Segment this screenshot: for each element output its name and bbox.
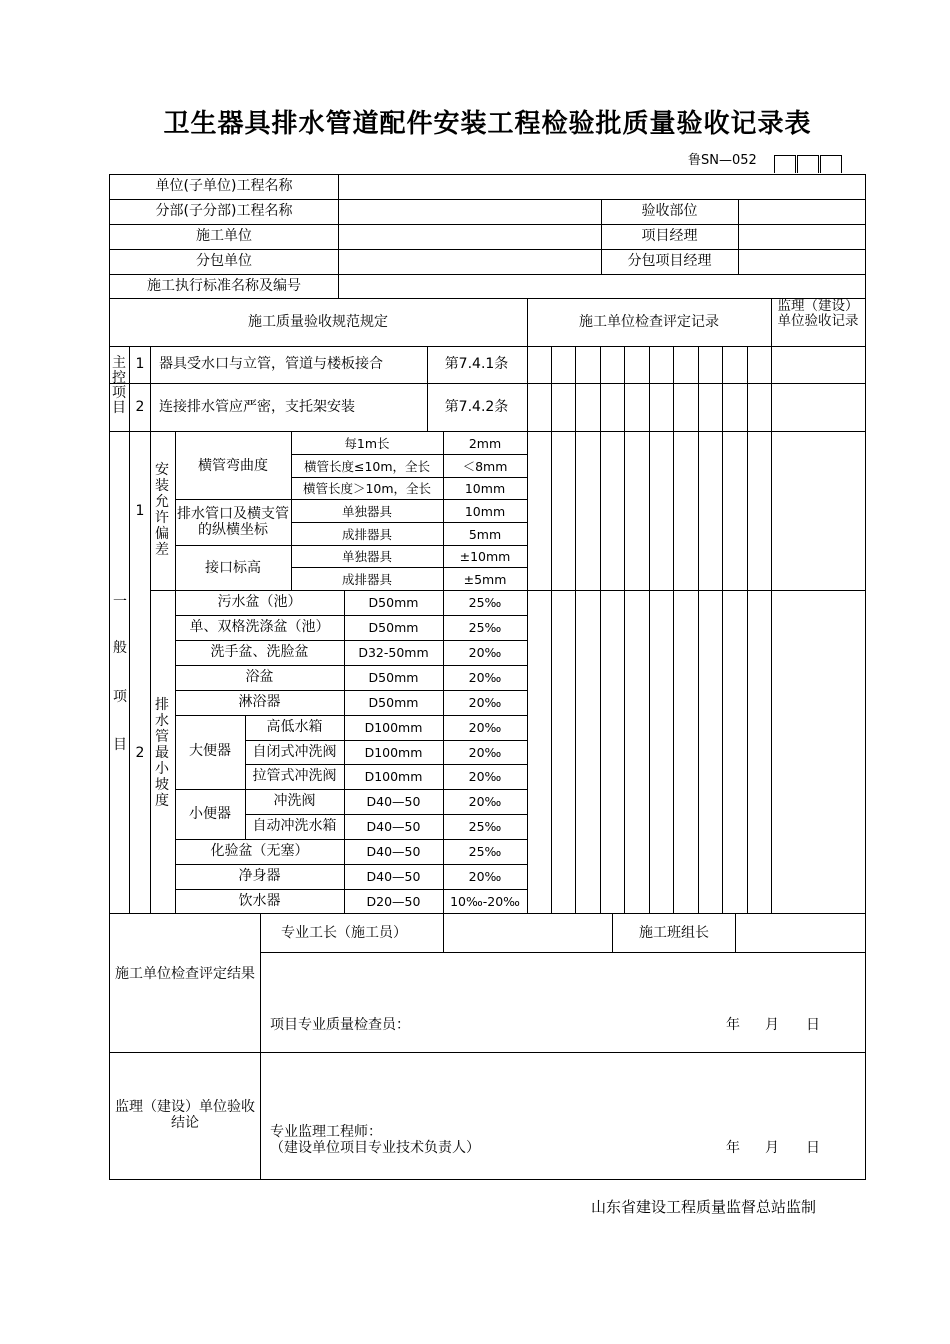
slope-value: 20‰ <box>468 769 502 784</box>
grid-line <box>175 690 528 691</box>
grid-line <box>771 298 772 914</box>
tolerance-value: ±5mm <box>463 572 507 587</box>
date-year: 年 <box>726 1017 740 1033</box>
slope-item: 自闭式冲洗阀 <box>252 744 337 760</box>
grid-line <box>245 764 528 765</box>
grid-line <box>175 839 528 840</box>
slope-item: 洗手盆、洗脸盆 <box>210 644 309 660</box>
slope-diameter: D20—50 <box>366 894 421 909</box>
grid-line <box>260 952 866 953</box>
date-day: 日 <box>806 1140 820 1156</box>
main-item-desc: 器具受水口与立管，管道与楼板接合 <box>159 356 383 372</box>
grid-line <box>245 740 528 741</box>
slope-diameter: D100mm <box>364 769 423 784</box>
tolerance-value: 2mm <box>468 436 502 451</box>
date-year: 年 <box>726 1140 740 1156</box>
general-label-char: 目 <box>113 737 127 753</box>
label-project-manager: 项目经理 <box>641 228 698 244</box>
date-month: 月 <box>765 1017 779 1033</box>
date-day: 日 <box>806 1017 820 1033</box>
grid-line <box>291 567 528 568</box>
slope-diameter: D40—50 <box>366 819 421 834</box>
slope-item: 冲洗阀 <box>273 793 316 809</box>
grid-line <box>109 298 866 299</box>
grid-line <box>150 590 866 591</box>
tolerance-value: 5mm <box>468 527 502 542</box>
grid-line <box>175 715 528 716</box>
grid-line <box>260 913 261 1180</box>
grid-line <box>175 665 528 666</box>
inspector-label: 项目专业质量检查员： <box>270 1017 410 1033</box>
label-acceptance-part: 验收部位 <box>641 203 698 219</box>
tolerance-value: 10mm <box>464 504 506 519</box>
label-construction-unit: 施工单位 <box>196 228 252 244</box>
grid-line <box>175 499 528 500</box>
tolerance-value: 10mm <box>464 481 506 496</box>
grid-line <box>865 174 866 1180</box>
main-item-no: 1 <box>135 356 145 372</box>
slope-value: 25‰ <box>468 595 502 610</box>
slope-diameter: D50mm <box>368 695 419 710</box>
group2-no: 2 <box>135 745 145 761</box>
grid-line <box>109 346 866 347</box>
tolerance-cond: 横管长度≤10m，全长 <box>303 459 431 474</box>
label-subcontract-unit: 分包单位 <box>196 253 252 269</box>
form-code: 鲁SN—052 <box>688 153 757 168</box>
team-leader-label: 施工班组长 <box>639 925 709 941</box>
slope-diameter: D100mm <box>364 745 423 760</box>
general-label-char: 般 <box>113 640 127 656</box>
label-sub-project: 分部(子分部)工程名称 <box>155 203 293 219</box>
grid-line <box>175 615 528 616</box>
tolerance-value: ±10mm <box>459 549 511 564</box>
grid-line <box>109 274 866 275</box>
grid-line <box>109 383 866 384</box>
col-supervision-header: 监理（建设）单位验收记录 <box>777 298 859 329</box>
slope-value: 20‰ <box>468 670 502 685</box>
footer-text: 山东省建设工程质量监督总站监制 <box>591 1198 817 1216</box>
slope-item: 浴盆 <box>245 669 274 685</box>
grid-line <box>175 545 528 546</box>
slope-value: 20‰ <box>468 745 502 760</box>
section-name: 排水管口及横支管的纵横坐标 <box>177 506 289 538</box>
col-record-header: 施工单位检查评定记录 <box>579 314 719 330</box>
group1-label: 安装允许偏差 <box>155 462 169 558</box>
grid-line <box>735 913 736 953</box>
section-name: 横管弯曲度 <box>198 458 268 474</box>
owner-rep-label: （建设单位项目专业技术负责人） <box>270 1140 480 1156</box>
slope-diameter: D40—50 <box>366 869 421 884</box>
tolerance-value: ＜8mm <box>462 459 508 474</box>
grid-line <box>109 913 866 914</box>
col-spec-header: 施工质量验收规范规定 <box>248 314 388 330</box>
tolerance-cond: 单独器具 <box>341 549 392 564</box>
slope-diameter: D40—50 <box>366 794 421 809</box>
grid-line <box>175 864 528 865</box>
grid-line <box>175 640 528 641</box>
slope-diameter: D50mm <box>368 595 419 610</box>
grid-line <box>109 1052 866 1053</box>
code-box[interactable] <box>820 155 842 173</box>
foreman-label: 专业工长（施工员） <box>281 925 407 941</box>
group1-no: 1 <box>135 503 145 519</box>
grid-line <box>291 454 528 455</box>
slope-diameter: D32-50mm <box>358 645 429 660</box>
slope-value: 20‰ <box>468 645 502 660</box>
tolerance-cond: 横管长度＞10m，全长 <box>302 481 432 496</box>
main-item-clause: 第7.4.1条 <box>444 356 509 372</box>
group2-label: 排水管最小坡度 <box>155 697 169 809</box>
date-month: 月 <box>765 1140 779 1156</box>
grid-line <box>175 889 528 890</box>
grid-line <box>738 199 739 275</box>
slope-value: 25‰ <box>468 819 502 834</box>
slope-diameter: D50mm <box>368 620 419 635</box>
label-subcontract-manager: 分包项目经理 <box>627 253 712 269</box>
slope-item: 净身器 <box>238 868 281 884</box>
tolerance-cond: 成排器具 <box>341 527 392 542</box>
main-item-clause: 第7.4.2条 <box>444 399 509 415</box>
grid-line <box>291 477 528 478</box>
code-box[interactable] <box>797 155 819 173</box>
slope-value: 25‰ <box>468 844 502 859</box>
general-label-char: 一 <box>113 594 127 610</box>
tolerance-cond: 每1m长 <box>344 436 390 451</box>
grid-line <box>109 199 866 200</box>
slope-diameter: D100mm <box>364 720 423 735</box>
slope-item: 单、双格洗涤盆（池） <box>189 619 330 635</box>
grid-line <box>527 298 528 914</box>
grid-line <box>109 174 866 175</box>
slope-item: 饮水器 <box>238 893 281 909</box>
slope-diameter: D50mm <box>368 670 419 685</box>
grid-line <box>245 814 528 815</box>
check-result-label: 施工单位检查评定结果 <box>115 966 255 982</box>
tolerance-cond: 成排器具 <box>341 572 392 587</box>
slope-item: 拉管式冲洗阀 <box>252 768 337 784</box>
code-box[interactable] <box>774 155 796 173</box>
slope-value: 20‰ <box>468 720 502 735</box>
slope-value: 10‰-20‰ <box>450 894 520 909</box>
supervision-label: 监理（建设）单位验收结论 <box>115 1099 255 1131</box>
grid-line <box>109 1179 866 1180</box>
toilet-group-label: 大便器 <box>189 743 231 759</box>
slope-item: 化验盆（无塞） <box>210 843 309 859</box>
grid-line <box>291 522 528 523</box>
main-item-no: 2 <box>135 399 145 415</box>
grid-line <box>109 249 866 250</box>
label-project-name: 单位(子单位)工程名称 <box>155 178 293 194</box>
urinal-group-label: 小便器 <box>189 806 231 822</box>
grid-line <box>109 224 866 225</box>
slope-item: 污水盆（池） <box>217 594 302 610</box>
slope-item: 自动冲洗水箱 <box>252 818 337 834</box>
label-standard: 施工执行标准名称及编号 <box>147 278 301 294</box>
main-items-label: 主控项目 <box>112 355 126 416</box>
main-item-desc: 连接排水管应严密，支托架安装 <box>159 399 355 415</box>
slope-value: 20‰ <box>468 869 502 884</box>
slope-value: 20‰ <box>468 695 502 710</box>
slope-item: 高低水箱 <box>266 719 323 735</box>
slope-value: 20‰ <box>468 794 502 809</box>
tolerance-cond: 单独器具 <box>341 504 392 519</box>
engineer-label: 专业监理工程师： <box>270 1124 382 1140</box>
grid-line <box>443 913 444 953</box>
general-label-char: 项 <box>113 689 127 705</box>
grid-line <box>129 431 866 432</box>
page-title: 卫生器具排水管道配件安装工程检验批质量验收记录表 <box>163 109 812 139</box>
slope-item: 淋浴器 <box>238 694 281 710</box>
slope-diameter: D40—50 <box>366 844 421 859</box>
section-name: 接口标高 <box>205 560 261 576</box>
grid-line <box>175 789 528 790</box>
slope-value: 25‰ <box>468 620 502 635</box>
grid-line <box>338 174 339 299</box>
